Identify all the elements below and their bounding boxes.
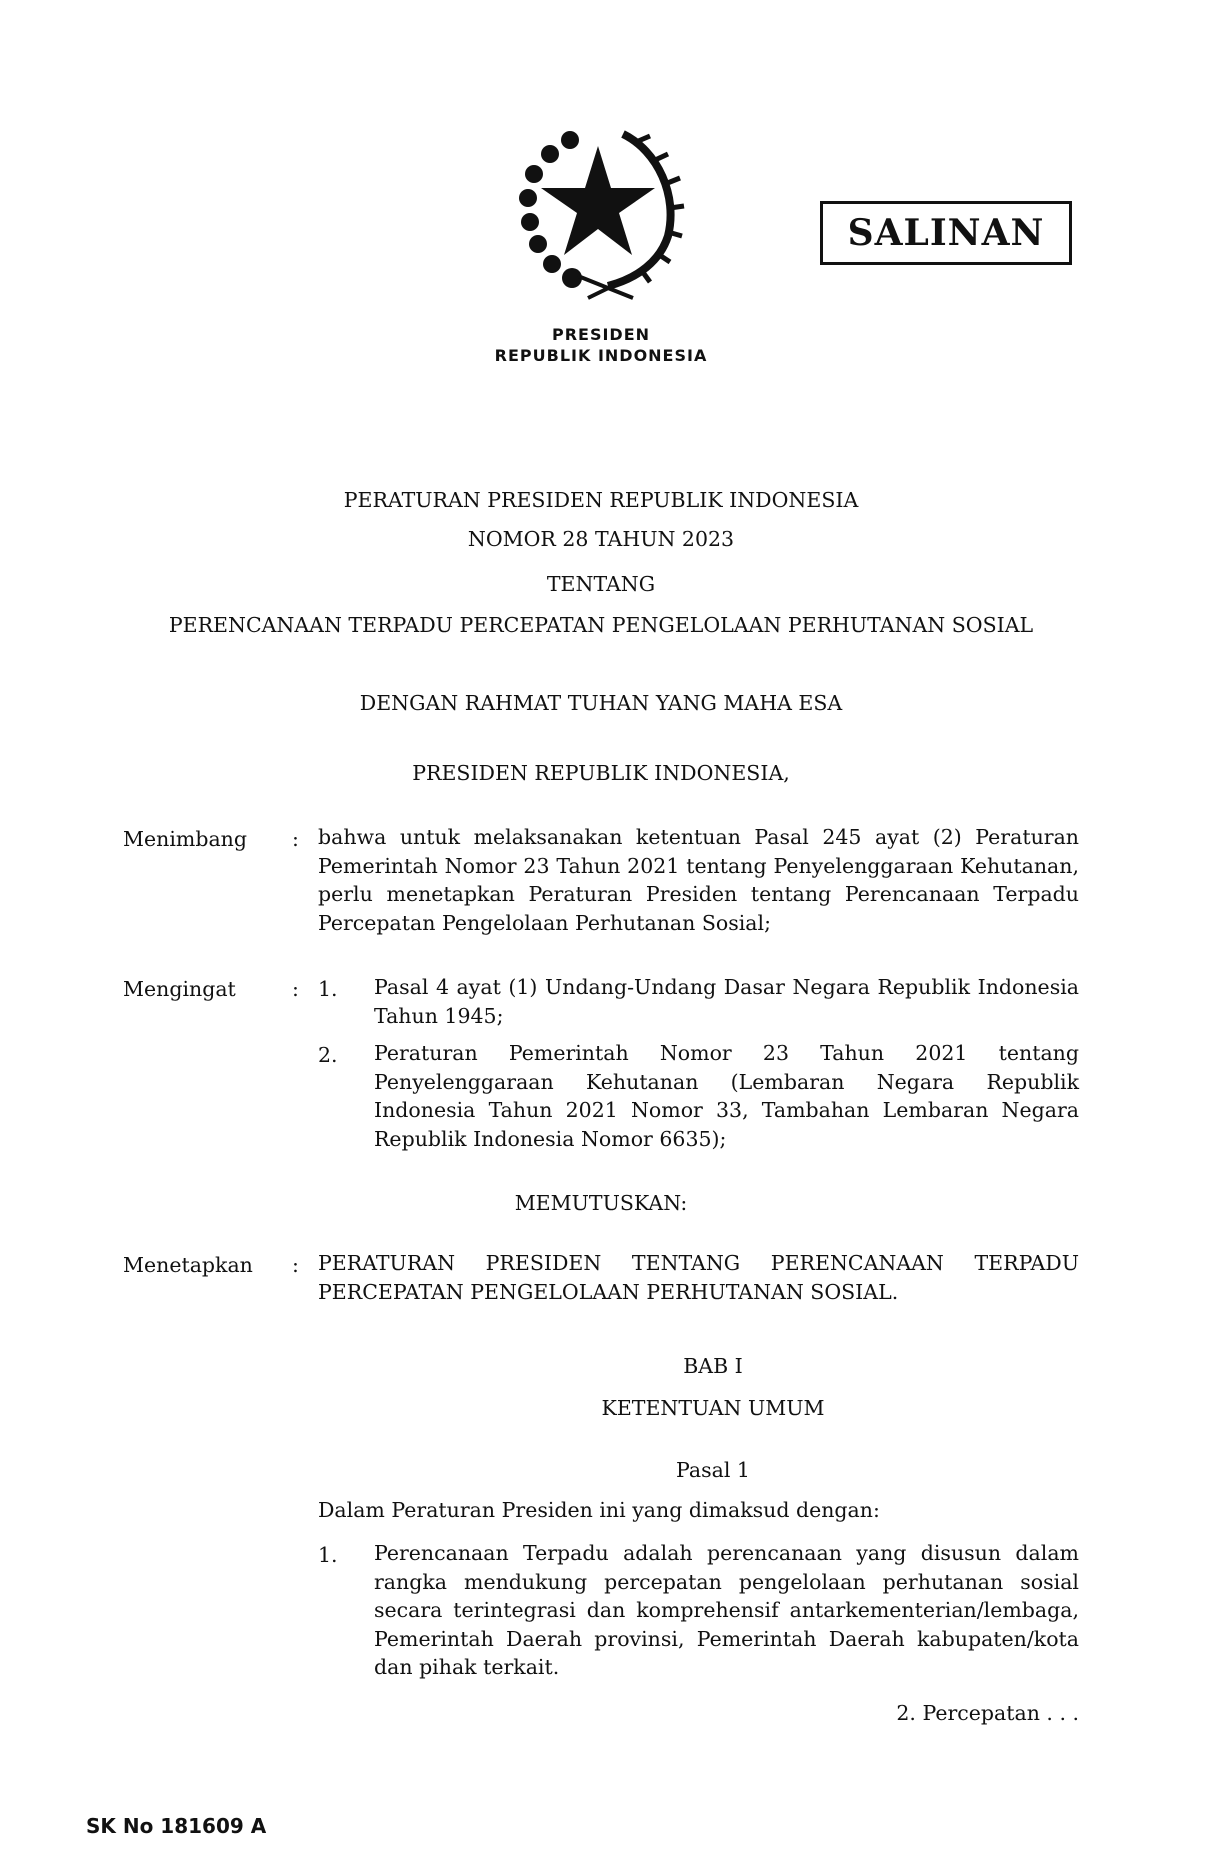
mengingat-item-2-text: Peraturan Pemerintah Nomor 23 Tahun 2021 tentang Penyelenggaraan Kehutanan (Lembaran Negara Republik Indonesia Tahun 2021 Nomor 33, Tambahan Lembaran Negara Republik Indonesia Nomor 6635); (374, 1041, 1079, 1151)
menimbang-colon: : (292, 827, 299, 851)
menimbang-text: bahwa untuk melaksanakan ketentuan Pasal 245 ayat (2) Peraturan Pemerintah Nomor 23 Tahun 2021 tentang Penyelenggaraan Kehutanan, perlu menetapkan Peraturan Presiden tentang Perencanaan Terpadu Percepatan Pengelolaan Perhutanan Sosial; (318, 825, 1079, 935)
bab-title: BAB I (683, 1354, 743, 1378)
title-rahmat: DENGAN RAHMAT TUHAN YANG MAHA ESA (359, 691, 843, 715)
continuation-marker: 2. Percepatan . . . (896, 1701, 1079, 1725)
header-presiden: PRESIDEN (551, 325, 651, 344)
salinan-stamp: SALINAN (820, 201, 1072, 265)
title-subject: PERENCANAAN TERPADU PERCEPATAN PENGELOLAAN PERHUTANAN SOSIAL (168, 613, 1034, 637)
title-presiden: PRESIDEN REPUBLIK INDONESIA, (412, 761, 790, 785)
mengingat-label: Mengingat (123, 977, 236, 1001)
menetapkan-colon: : (292, 1253, 299, 1277)
mengingat-item-2-number: 2. (318, 1043, 338, 1067)
mengingat-colon: : (292, 977, 299, 1001)
sk-number: SK No 181609 A (86, 1814, 267, 1838)
presidential-seal-emblem (508, 126, 688, 301)
menetapkan-label: Menetapkan (123, 1253, 253, 1277)
header-republik-indonesia: REPUBLIK INDONESIA (494, 346, 708, 365)
menetapkan-text: PERATURAN PRESIDEN TENTANG PERENCANAAN TERPADU PERCEPATAN PENGELOLAAN PERHUTANAN SOSIAL. (318, 1251, 1079, 1304)
mengingat-item-1-text: Pasal 4 ayat (1) Undang-Undang Dasar Negara Republik Indonesia Tahun 1945; (374, 975, 1079, 1028)
definition-item-1-number: 1. (318, 1543, 338, 1567)
menimbang-label: Menimbang (123, 827, 247, 851)
title-line-1: PERATURAN PRESIDEN REPUBLIK INDONESIA (343, 488, 859, 512)
bab-subtitle: KETENTUAN UMUM (601, 1396, 825, 1420)
pasal-intro: Dalam Peraturan Presiden ini yang dimaksud dengan: (318, 1498, 880, 1522)
title-number: NOMOR 28 TAHUN 2023 (467, 527, 735, 551)
mengingat-item-1-number: 1. (318, 977, 338, 1001)
definition-item-1-text: Perencanaan Terpadu adalah perencanaan yang disusun dalam rangka mendukung percepatan pengelolaan perhutanan sosial secara terintegrasi dan komprehensif antarkementerian/lembaga, Pemerintah Daerah provinsi, Pemerintah Daerah kabupaten/kota dan pihak terkait. (374, 1541, 1079, 1679)
star-icon (541, 146, 655, 255)
pasal-heading: Pasal 1 (676, 1458, 750, 1482)
title-tentang: TENTANG (546, 572, 656, 596)
memutuskan-heading: MEMUTUSKAN: (514, 1191, 688, 1215)
